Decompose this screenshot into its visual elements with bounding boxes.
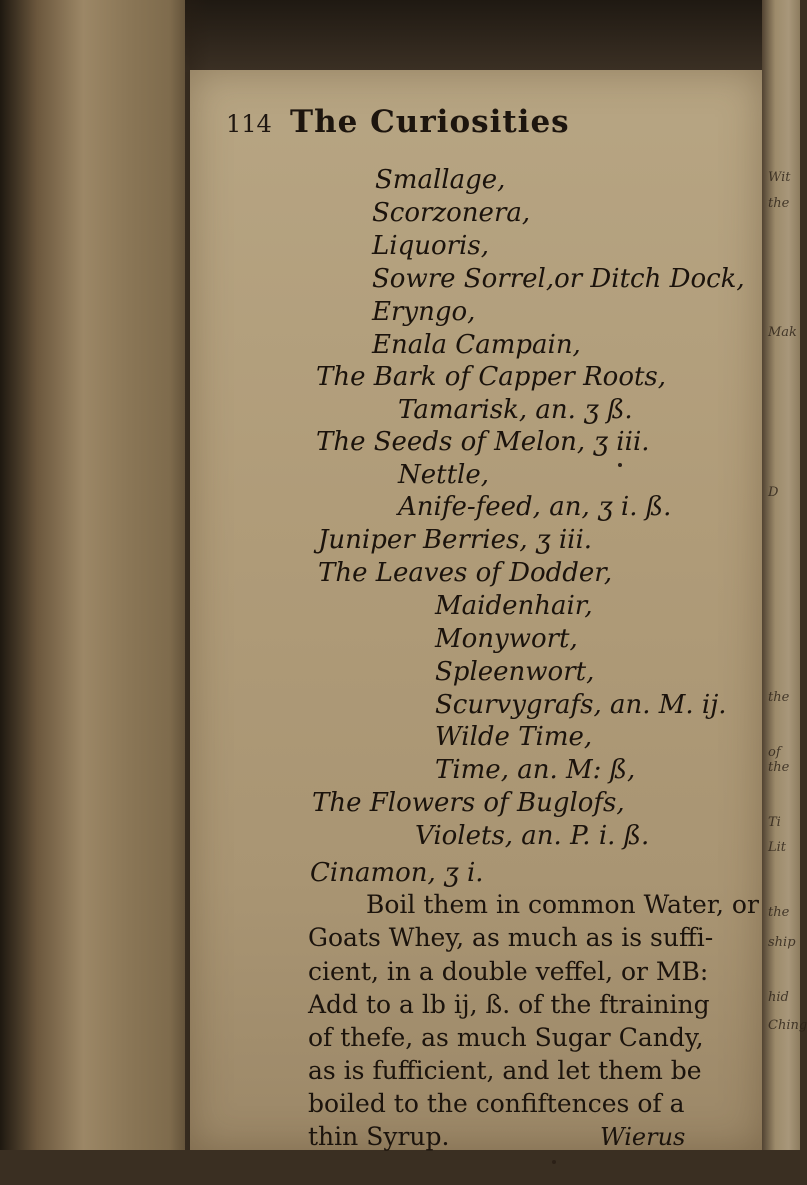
text-line: Juniper Berries, ʒ iii. — [318, 525, 593, 555]
text-line: thin Syrup. — [308, 1122, 450, 1151]
text-line: Scorzonera, — [372, 198, 531, 228]
facing-page-edge — [762, 0, 807, 1185]
text-line: Sowre Sorrel,or Ditch Dock, — [372, 264, 745, 294]
text-line: Time, an. M: ß, — [435, 755, 636, 785]
margin-fragment: D — [768, 485, 779, 500]
text-line: Enala Campain, — [372, 330, 581, 360]
text-line: Maidenhair, — [435, 591, 593, 621]
text-line: cient, in a double veffel, or MB: — [308, 957, 709, 986]
margin-fragment: Ching — [768, 1018, 807, 1033]
margin-fragment: hid — [768, 990, 789, 1005]
margin-fragment: Mak — [768, 325, 797, 340]
margin-fragment: Lit — [768, 840, 787, 855]
text-line: Spleenwort, — [435, 657, 595, 687]
text-line: The Seeds of Melon, ʒ iii. — [316, 427, 650, 457]
text-line: Tamarisk, an. ʒ ß. — [398, 395, 633, 425]
text-line: Nettle, — [398, 460, 489, 490]
margin-fragment: ship — [768, 935, 796, 950]
text-line: Monywort, — [435, 624, 578, 654]
text-line: Goats Whey, as much as is suffi- — [308, 923, 714, 952]
running-title: The Curiosities — [290, 104, 570, 140]
photo-background-bottom — [0, 1150, 800, 1185]
text-line: Boil them in common Water, or — [366, 890, 759, 919]
text-line: The Flowers of Buglofs, — [312, 788, 625, 818]
text-line: boiled to the confiftences of a — [308, 1089, 685, 1118]
margin-fragment: Ti — [768, 815, 781, 830]
text-line: Liquoris, — [372, 231, 489, 261]
left-page-edge — [0, 0, 185, 1185]
margin-fragment: Wit — [768, 170, 791, 185]
text-line: of thefe, as much Sugar Candy, — [308, 1023, 704, 1052]
paper-speck — [552, 1160, 556, 1164]
text-line: Cinamon, ʒ i. — [310, 858, 484, 888]
text-line: The Bark of Capper Roots, — [316, 362, 667, 392]
text-line: The Leaves of Dodder, — [318, 558, 613, 588]
page-number: 114 — [226, 110, 272, 138]
margin-fragment: the — [768, 690, 790, 705]
text-line: Anife-feed, an, ʒ i. ß. — [398, 492, 672, 522]
text-line: Scurvygrafs, an. M. ij. — [435, 690, 727, 720]
margin-fragment: the — [768, 905, 790, 920]
text-line: Smallage, — [375, 165, 506, 195]
margin-fragment: of the — [768, 745, 790, 775]
paper-speck — [618, 463, 622, 467]
catchword: Wierus — [600, 1123, 686, 1151]
text-line: Wilde Time, — [435, 722, 593, 752]
text-line: as is fufficient, and let them be — [308, 1056, 702, 1085]
running-head — [190, 104, 762, 150]
text-line: Add to a lb ij, ß. of the ftraining — [308, 990, 710, 1019]
text-line: Violets, an. P. i. ß. — [415, 821, 650, 851]
margin-fragment: the — [768, 196, 790, 211]
text-line: Eryngo, — [372, 297, 476, 327]
